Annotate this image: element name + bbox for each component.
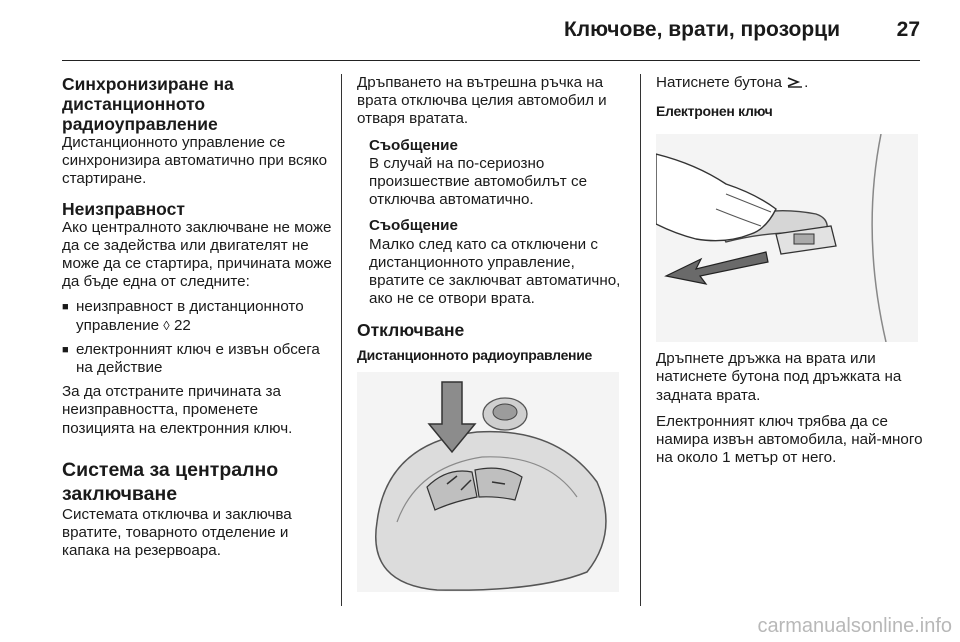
sync-text: Дистанционното управление се синхронизира автоматично при всяко стартиране. — [62, 134, 328, 188]
unlocking-heading: Отключване — [357, 320, 465, 341]
central-locking-heading: Система за централно заключване — [62, 458, 279, 505]
column-divider — [341, 74, 342, 606]
note-text: Малко след като са отключени с дистанционното управление, вратите се заключват автоматично, ако не се отвори врата. — [369, 235, 621, 308]
list-item-text: неизправност в дистанционното управление — [76, 298, 304, 334]
pull-handle-text: Дръпнете дръжка на врата или натиснете бутона под дръжката на задната врата. — [656, 350, 902, 404]
page-title: Ключове, врати, прозорци — [563, 18, 840, 41]
list-item — [62, 298, 334, 334]
fault-heading: Неизправност — [62, 198, 185, 219]
note-box — [357, 217, 629, 308]
fault-text: Ако централното заключване не може да се задейства или двигателят не може да се стартира, причината може да бъде една от следните: — [62, 218, 332, 291]
bullet-icon: ■ — [62, 343, 69, 356]
page-reference-icon: ◊ — [163, 317, 170, 333]
page-number: 27 — [896, 18, 920, 41]
column-divider — [640, 74, 641, 606]
fix-text: За да отстраните причината за неизправността, променете позицията на електронния ключ. — [62, 383, 293, 437]
remote-subheading: Дистанционното радиоуправление — [357, 347, 593, 364]
bullet-icon: ■ — [62, 301, 69, 314]
note-box — [357, 137, 629, 210]
press-button-end: . — [804, 74, 809, 91]
list-item-text: електронният ключ е извън обсега на действие — [76, 340, 320, 377]
handle-intro-text: Дръпването на вътрешна ръчка на врата отключва целия автомобил и отваря вратата. — [357, 74, 607, 128]
unlock-button-icon — [786, 74, 804, 88]
key-range-text: Електронният ключ трябва да се намира извън автомобила, най-много на около 1 метър от него. — [656, 412, 923, 467]
list-item — [62, 341, 334, 377]
column-right — [656, 74, 924, 467]
door-handle-illustration — [656, 134, 918, 342]
page-reference[interactable]: 22 — [173, 316, 191, 334]
press-button-label: Натиснете бутона — [656, 74, 782, 91]
page-header — [62, 14, 920, 61]
column-left — [62, 74, 334, 560]
note-text: В случай на по-сериозно произшествие автомобилът се отключва автоматично. — [369, 154, 588, 209]
watermark: carmanualsonline.info — [757, 615, 952, 637]
note-title: Съобщение — [369, 217, 458, 235]
fault-list — [62, 298, 334, 377]
electronic-key-subheading: Електронен ключ — [656, 103, 773, 120]
note-title: Съобщение — [369, 136, 458, 154]
remote-key-illustration — [357, 372, 619, 592]
central-locking-text: Системата отключва и заключва вратите, товарното отделение и капака на резервоара. — [62, 505, 292, 560]
press-button-text — [656, 74, 924, 92]
sync-heading: Синхронизиране на дистанционното радиоуправление — [62, 74, 234, 134]
column-middle — [357, 74, 629, 592]
